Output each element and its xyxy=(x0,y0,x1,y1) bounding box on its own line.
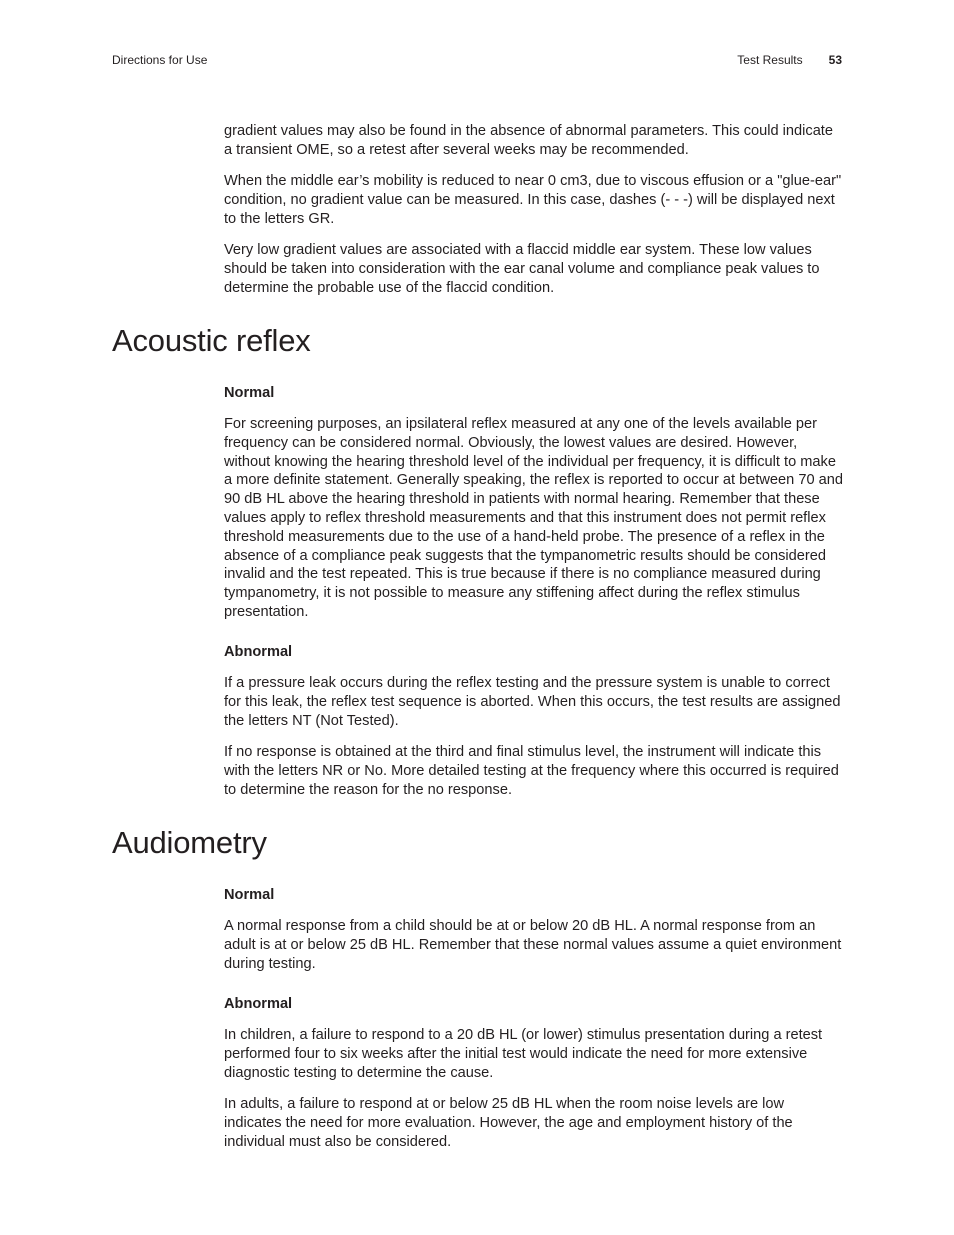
intro-paragraph-1-block xyxy=(224,122,844,160)
audiometry-normal-block xyxy=(224,917,844,973)
acoustic-reflex-normal-block xyxy=(224,415,844,622)
audiometry-abnormal-heading-block xyxy=(224,995,844,1013)
header-right xyxy=(737,53,842,67)
acoustic-reflex-abnormal-heading: Abnormal xyxy=(224,644,293,660)
intro-paragraph-3: Very low gradient values are associated with a flaccid middle ear system. These low values should be taken into consideration with the ear canal volume and compliance peak values to determine the probable use of the flaccid condition. xyxy=(224,242,820,296)
section-name: Test Results xyxy=(737,53,803,67)
page-header xyxy=(112,53,842,69)
acoustic-reflex-abnormal-block-1 xyxy=(224,674,844,730)
audiometry-abnormal-block-1 xyxy=(224,1026,844,1082)
audiometry-abnormal-text-1: In children, a failure to respond to a 20 dB HL (or lower) stimulus presentation during a retest performed four to six weeks after the initial test would indicate the need for more extensive diagnostic testing to determine the cause. xyxy=(224,1027,823,1081)
intro-paragraph-2: When the middle ear’s mobility is reduced to near 0 cm3, due to viscous effusion or a "glue-ear" condition, no gradient value can be measured. In this case, dashes (- - -) will be displayed next to the letters GR. xyxy=(224,173,842,227)
acoustic-reflex-normal-text: For screening purposes, an ipsilateral reflex measured at any one of the levels available per frequency can be considered normal. Obviously, the lowest values are desired. However, without knowing the hearing threshold level of the individual per frequency, it is difficult to make a more definite statement. Generally speaking, the reflex is reported to occur at between 70 and 90 dB HL above the hearing threshold in patients with normal hearing. Remember that these values apply to reflex threshold measurements and that this instrument does not permit reflex threshold measurements due to the use of a hand-held probe. The presence of a reflex in the absence of a compliance peak suggests that the tympanometric results should be considered invalid and the test repeated. This is true because if there is no compliance measured during tympanometry, it is not possible to measure any stiffening affect during the reflex stimulus presentation. xyxy=(224,416,843,620)
acoustic-reflex-abnormal-heading-block xyxy=(224,643,844,661)
audiometry-normal-heading-block xyxy=(224,886,844,904)
acoustic-reflex-abnormal-text-2: If no response is obtained at the third and final stimulus level, the instrument will indicate this with the letters NR or No. More detailed testing at the frequency where this occurred is required to determine the reason for the no response. xyxy=(224,744,839,798)
page-number: 53 xyxy=(828,53,842,67)
audiometry-abnormal-text-2: In adults, a failure to respond at or below 25 dB HL when the room noise levels are low indicates the need for more evaluation. However, the age and employment history of the individual must also be considered. xyxy=(224,1096,793,1150)
audiometry-heading: Audiometry xyxy=(112,825,267,860)
intro-paragraph-3-block xyxy=(224,241,844,297)
audiometry-normal-text: A normal response from a child should be at or below 20 dB HL. A normal response from an adult is at or below 25 dB HL. Remember that these normal values assume a quiet environment during testing. xyxy=(224,918,842,972)
acoustic-reflex-abnormal-text-1: If a pressure leak occurs during the reflex testing and the pressure system is unable to correct for this leak, the reflex test sequence is aborted. When this occurs, the test results are assigned the letters NT (Not Tested). xyxy=(224,675,841,729)
acoustic-reflex-abnormal-block-2 xyxy=(224,743,844,799)
acoustic-reflex-normal-heading: Normal xyxy=(224,385,275,401)
acoustic-reflex-normal-heading-block xyxy=(224,384,844,402)
intro-paragraph-2-block xyxy=(224,172,844,228)
audiometry-abnormal-heading: Abnormal xyxy=(224,996,293,1012)
intro-paragraph-1: gradient values may also be found in the absence of abnormal parameters. This could indicate a transient OME, so a retest after several weeks may be recommended. xyxy=(224,123,833,158)
acoustic-reflex-heading: Acoustic reflex xyxy=(112,323,311,358)
audiometry-normal-heading: Normal xyxy=(224,887,275,903)
document-title: Directions for Use xyxy=(112,53,208,67)
audiometry-abnormal-block-2 xyxy=(224,1095,844,1151)
